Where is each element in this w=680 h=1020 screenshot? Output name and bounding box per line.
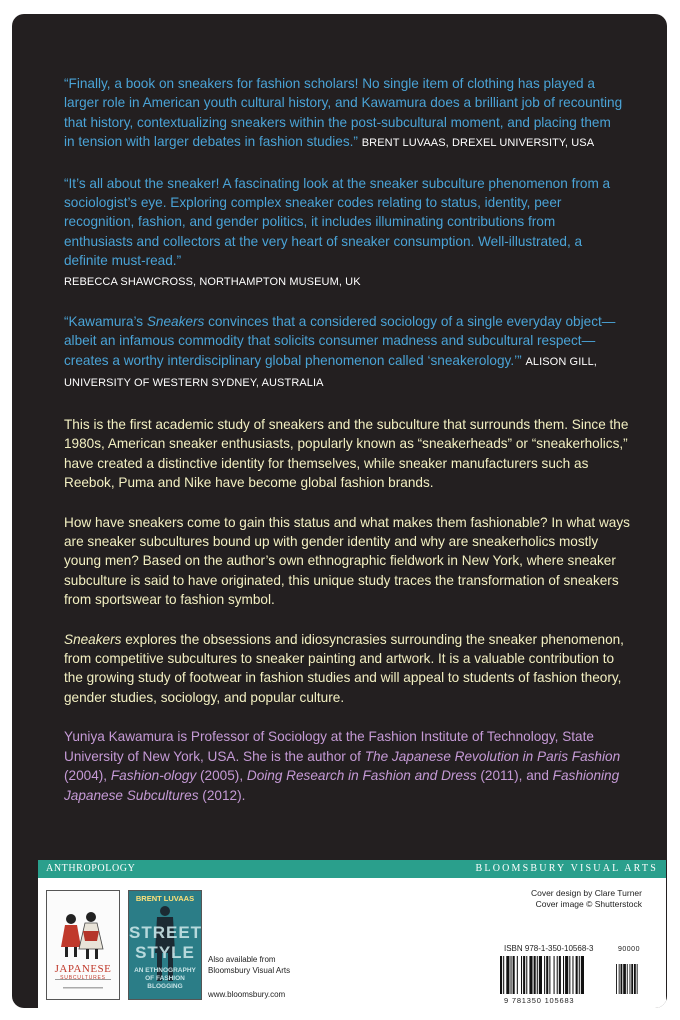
- publisher-url[interactable]: www.bloomsbury.com: [208, 990, 286, 999]
- quote-text-post: convinces that a considered sociology of a single everyday object—albeit an infamous commodity that solicits consumer madness and subcultural respect—creates a worthy interdisciplinary global phenomenon called ‘sneakerology.’”: [64, 314, 616, 368]
- price-code: 90000: [618, 946, 640, 953]
- book2-author: BRENT LUVAAS: [135, 894, 195, 903]
- bio-title-3: Doing Research in Fashion and Dress: [246, 768, 477, 784]
- quote-attribution: ALISON GILL, UNIVERSITY OF WESTERN SYDNEY, AUSTRALIA: [64, 355, 597, 390]
- book-cover-street-style: [128, 890, 202, 1000]
- quote-shawcross: [64, 174, 624, 292]
- publisher-label: BLOOMSBURY VISUAL ARTS: [475, 863, 658, 874]
- bio-title-2: Fashion-ology: [110, 768, 197, 784]
- book-cover-japanese-subcultures: [46, 890, 120, 1000]
- book2-title-line1: STREET: [129, 923, 203, 942]
- also-available-line2: Bloomsbury Visual Arts: [208, 966, 291, 975]
- isbn-label: ISBN 978-1-350-10568-3: [504, 944, 594, 953]
- also-available-line1: Also available from: [208, 955, 276, 964]
- quote-text-italic: Sneakers: [146, 314, 205, 330]
- book-cover-illustration-icon: [47, 891, 119, 999]
- footer-panel: [38, 878, 666, 1008]
- cover-credits: [531, 888, 642, 909]
- bio-text-5: (2012).: [198, 787, 246, 803]
- quote-attribution: BRENT LUVAAS, DREXEL UNIVERSITY, USA: [361, 137, 595, 150]
- bio-title-4: Fashioning Japanese Subcultures: [64, 768, 620, 803]
- back-cover: [12, 14, 667, 1008]
- description-paragraph-3-text: explores the obsessions and idiosyncrasies surrounding the sneaker phenomenon, from competitive subcultures to sneaker painting and artwork. It is a valuable contribution to the growing study of footwear in fashion studies and will appeal to students of fashion theory, gender studies, sociology, and popular culture.: [64, 631, 624, 705]
- isbn-digits: 9 781350 105683: [504, 996, 575, 1005]
- endorsement-quotes: [64, 74, 624, 414]
- cover-design-credit: Cover design by Clare Turner: [530, 888, 642, 898]
- bio-text-2: (2004),: [64, 768, 111, 784]
- bio-text-1: Yuniya Kawamura is Professor of Sociology at the Fashion Institute of Technology, State University of New York, USA. She is the author of: [64, 729, 594, 764]
- book2-subtitle: AN ETHNOGRAPHY OF FASHION BLOGGING: [134, 967, 196, 990]
- bio-text-3: (2005),: [196, 768, 247, 784]
- description-paragraph-1: This is the first academic study of sneakers and the subculture that surrounds them. Since the 1980s, American sneaker enthusiasts, popularly known as “sneakerheads” or “sneakerholics,” have created a distinctive identity for themselves, while sneaker manufacturers such as Reebok, Puma and Nike have become global fashion brands.: [64, 417, 629, 491]
- category-band: [38, 860, 666, 878]
- author-bio: [64, 727, 634, 805]
- barcode-icon: [498, 956, 648, 996]
- description-paragraph-2: How have sneakers come to gain this status and what makes them fashionable? In what ways are sneaker subcultures bound up with gender identity and why are sneakerholics mostly young men? Based on the author’s own ethnographic fieldwork in New York, where sneaker subculture is said to have originated, this unique study traces the transformation of sneakers from sportswear to fashion symbol.: [64, 514, 630, 608]
- also-available-text: [208, 954, 290, 976]
- bio-text-4: (2011), and: [476, 768, 553, 784]
- quote-text: “It’s all about the sneaker! A fascinating look at the sneaker subculture phenomenon from a sociologist’s eye. Exploring complex sneaker codes relating to status, identity, peer recognition, fashion, and gender politics, it includes illuminating contributions from enthusiasts and collectors at the very heart of sneaker consumption. Well-illustrated, a definite must-read.”: [64, 175, 611, 269]
- description-title-italic: Sneakers: [64, 631, 122, 647]
- quote-attribution: REBECCA SHAWCROSS, NORTHAMPTON MUSEUM, UK: [64, 275, 361, 288]
- cover-image-credit: Cover image © Shutterstock: [535, 898, 642, 909]
- quote-luvaas: [64, 74, 624, 154]
- book1-title: JAPANESE: [54, 963, 112, 975]
- quote-text-pre: “Kawamura’s: [64, 314, 147, 330]
- description-paragraph-3: [64, 630, 634, 708]
- quote-text: “Finally, a book on sneakers for fashion scholars! No single item of clothing has played a larger role in American youth cultural history, and Kawamura does a brilliant job of recounting that history, contextualizing sneakers within the post-subcultural moment, and placing them in tension with larger debates in fashion studies.”: [64, 76, 623, 150]
- bio-title-1: The Japanese Revolution in Paris Fashion: [364, 748, 621, 764]
- quote-gill: [64, 312, 624, 394]
- book1-subtitle: SUBCULTURES: [60, 975, 106, 981]
- book-description: [64, 415, 634, 825]
- book2-title-line2: STYLE: [135, 943, 195, 962]
- category-label: ANTHROPOLOGY: [46, 863, 136, 874]
